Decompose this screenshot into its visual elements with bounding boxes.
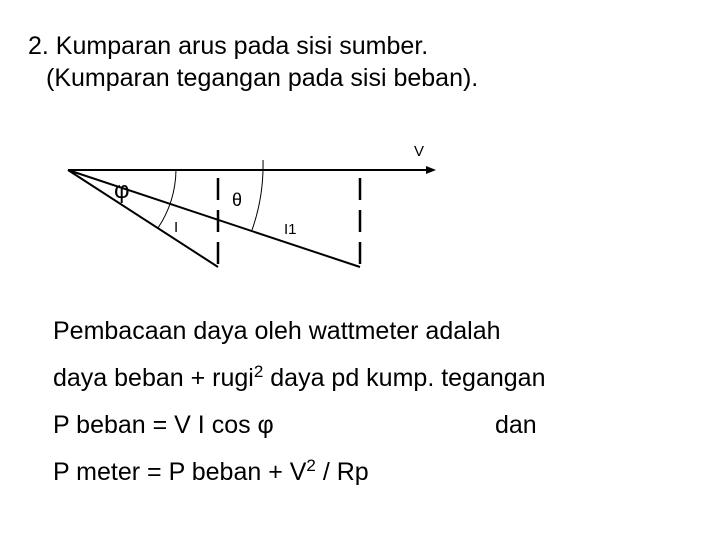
v-arrowhead <box>426 166 436 174</box>
label-i: I <box>174 219 179 236</box>
formula-p-beban: P beban = V I cos φ <box>53 411 274 439</box>
formula-p-meter-post: / Rp <box>315 458 369 486</box>
label-i1: I1 <box>284 221 297 238</box>
text-line-2 <box>53 355 545 402</box>
label-v: V <box>414 143 425 160</box>
title-line-1: 2. Kumparan arus pada sisi sumber. <box>28 32 429 60</box>
text-dan: dan <box>495 411 537 439</box>
text-line-2-sup: 2 <box>253 362 264 381</box>
text-line-3 <box>53 402 545 449</box>
title-line-2: (Kumparan tegangan pada sisi beban). <box>46 64 479 92</box>
text-line-2-pre: daya beban + rugi <box>53 364 254 392</box>
label-phi: φ <box>114 177 130 204</box>
i-phasor <box>68 170 218 267</box>
text-line-2-post: daya pd kump. tegangan <box>263 364 546 392</box>
i1-phasor <box>68 170 360 267</box>
formula-p-meter-sup: 2 <box>306 456 316 475</box>
text-line-1: Pembacaan daya oleh wattmeter adalah <box>53 317 501 345</box>
explanation-text <box>53 308 545 496</box>
text-line-4 <box>53 449 545 496</box>
formula-p-meter-pre: P meter = P beban + V <box>53 458 307 486</box>
label-theta: θ <box>232 190 243 210</box>
